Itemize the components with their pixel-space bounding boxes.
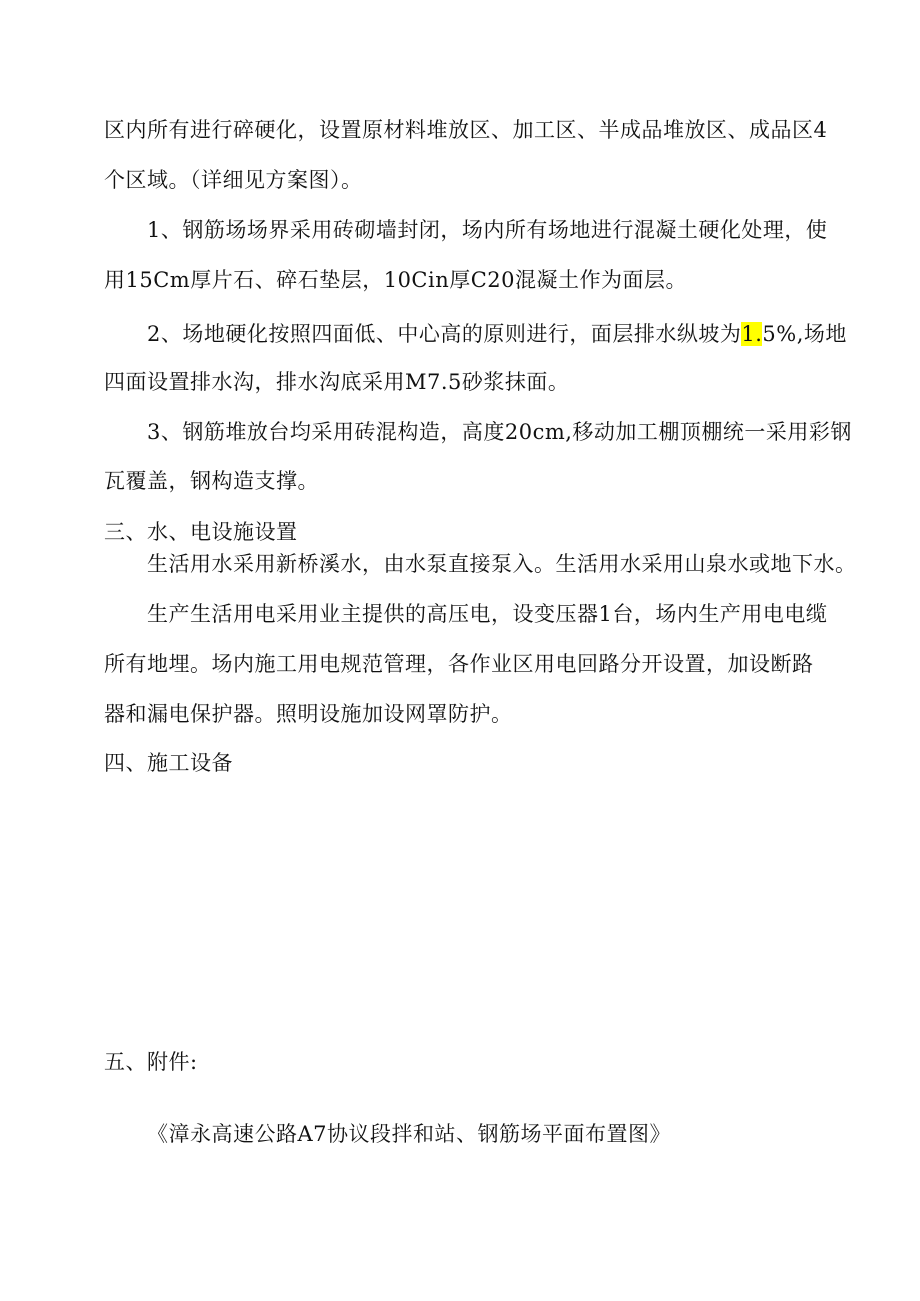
paragraph-line: 个区域。（详细见方案图）。: [104, 168, 363, 192]
paragraph-line: [147, 320, 847, 348]
highlighted-text: 1.: [741, 322, 763, 346]
paragraph-line: 所有地埋。场内施工用电规范管理，各作业区用电回路分开设置，加设断路: [104, 652, 814, 676]
paragraph-line: 用15Cm厚片石、碎石垫层，10Cin厚C20混凝土作为面层。: [104, 268, 688, 292]
attachment-title: 《漳永高速公路A7协议段拌和站、钢筋场平面布置图》: [147, 1122, 672, 1146]
paragraph-line: 瓦覆盖，钢构造支撑。: [104, 469, 319, 493]
paragraph-line: 器和漏电保护器。照明设施加设网罩防护。: [104, 702, 513, 726]
text-segment: 5%,场地: [762, 322, 847, 346]
section-heading: 四、施工设备: [104, 751, 233, 775]
paragraph-line: 生活用水采用新桥溪水，由水泵直接泵入。生活用水采用山泉水或地下水。: [147, 552, 857, 576]
paragraph-line: 3、钢筋堆放台均采用砖混构造，高度20cm,移动加工棚顶棚统一采用彩钢: [147, 420, 852, 444]
paragraph-line: 四面设置排水沟，排水沟底采用M7.5砂浆抹面。: [104, 370, 570, 394]
section-heading: 三、水、电设施设置: [104, 520, 298, 544]
section-heading: 五、附件:: [104, 1050, 198, 1074]
text-segment: 2、场地硬化按照四面低、中心高的原则进行，面层排水纵坡为: [147, 322, 742, 346]
paragraph-line: 区内所有进行碎硬化，设置原材料堆放区、加工区、半成品堆放区、成品区4: [104, 118, 828, 142]
paragraph-line: 生产生活用电采用业主提供的高压电，设变压器1台，场内生产用电电缆: [147, 602, 828, 626]
paragraph-line: 1、钢筋场场界采用砖砌墙封闭，场内所有场地进行混凝土硬化处理，使: [147, 218, 828, 242]
